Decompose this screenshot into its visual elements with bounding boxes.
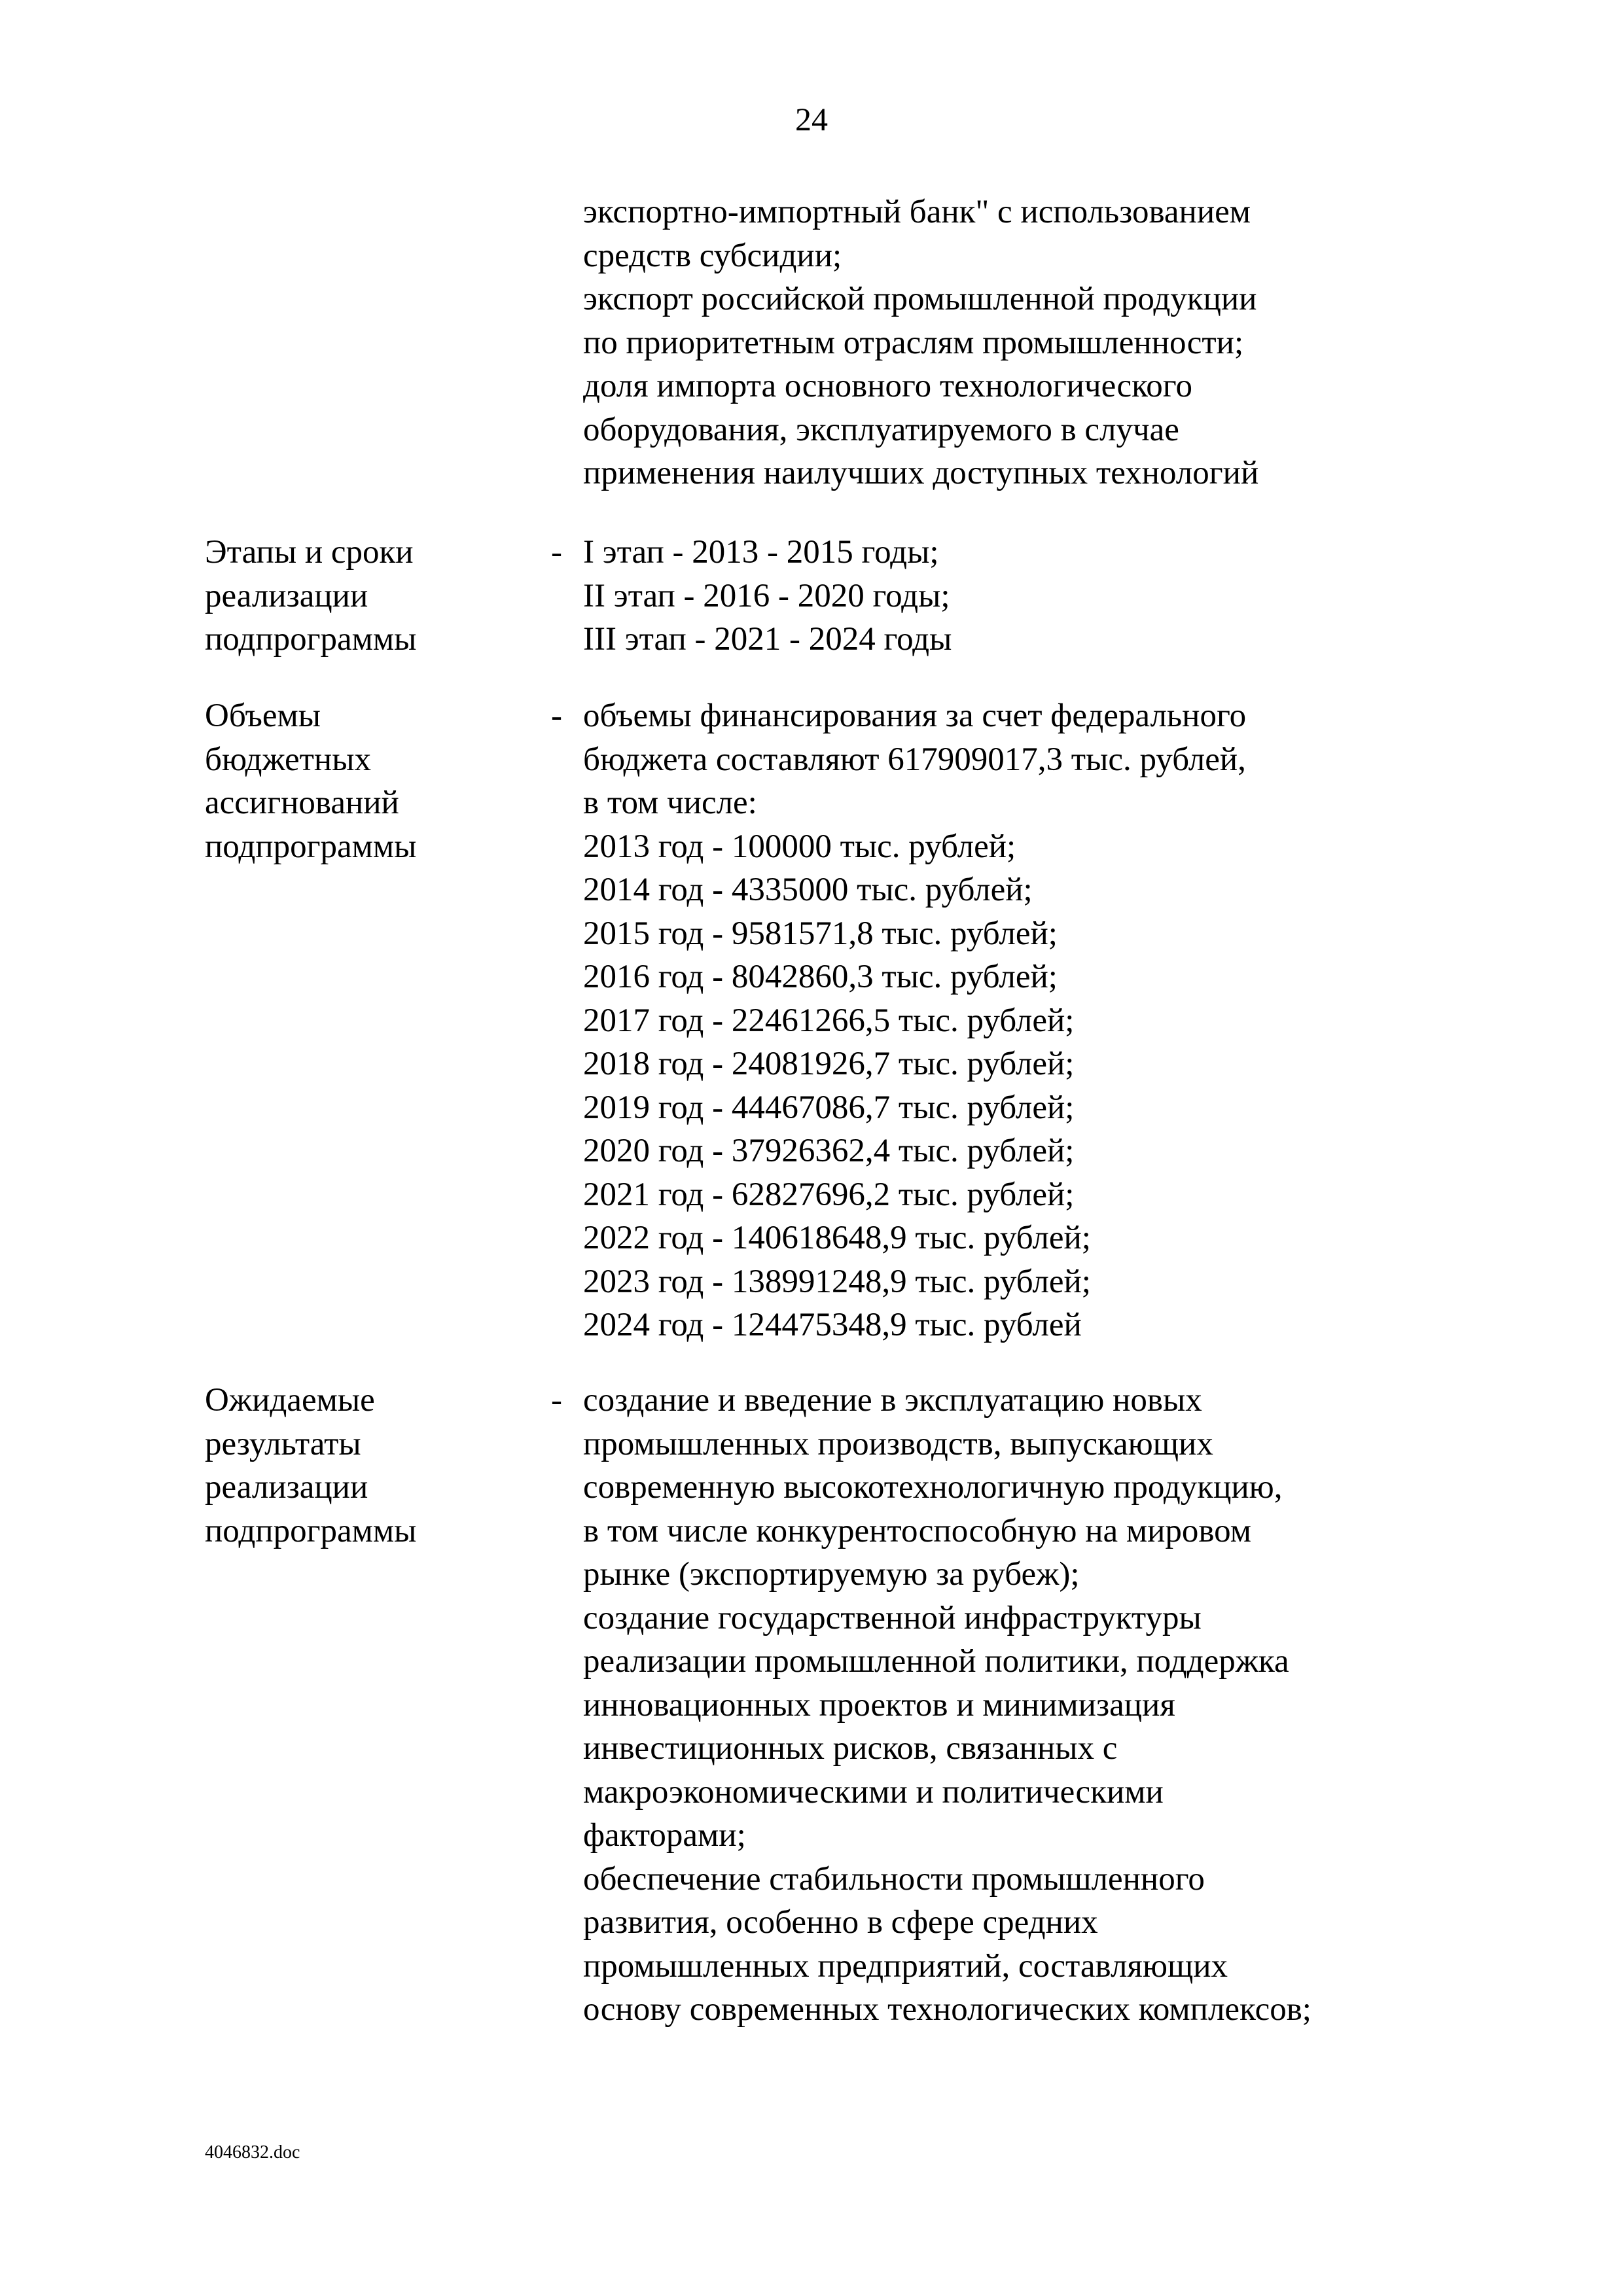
label-line: Этапы и сроки (205, 534, 414, 571)
text-line: факторами; (583, 1817, 746, 1854)
label-line: бюджетных (205, 741, 371, 778)
text-line: инновационных проектов и минимизация (583, 1686, 1175, 1723)
label-line: подпрограммы (205, 828, 417, 865)
text-line: макроэкономическими и политическими (583, 1773, 1164, 1810)
section-stages-label (205, 531, 416, 662)
label-line: Ожидаемые (205, 1382, 375, 1419)
text-line: средств субсидии; (583, 237, 842, 274)
text-line: бюджета составляют 617909017,3 тыс. рублей, (583, 741, 1246, 778)
text-line: промышленных производств, выпускающих (583, 1425, 1213, 1462)
text-line: рынке (экспортируемую за рубеж); (583, 1556, 1080, 1593)
text-line: 2016 год - 8042860,3 тыс. рублей; (583, 959, 1058, 995)
text-line: экспортно-импортный банк" с использованием (583, 194, 1251, 230)
section-results-text (583, 1379, 1311, 2032)
page-number: 24 (795, 101, 828, 137)
text-line: развития, особенно в сфере средних (583, 1904, 1098, 1941)
text-line: по приоритетным отраслям промышленности; (583, 324, 1244, 361)
text-line: 2019 год - 44467086,7 тыс. рублей; (583, 1089, 1075, 1126)
text-line: III этап - 2021 - 2024 годы (583, 621, 952, 658)
text-line: основу современных технологических комплексов; (583, 1991, 1311, 2028)
label-line: подпрограммы (205, 621, 417, 658)
text-line: обеспечение стабильности промышленного (583, 1860, 1205, 1898)
section-stages-text (583, 531, 952, 662)
text-line: 2020 год - 37926362,4 тыс. рублей; (583, 1133, 1075, 1169)
document-filename: 4046832.doc (205, 2142, 300, 2163)
label-line: ассигнований (205, 785, 399, 821)
label-line: результаты (205, 1425, 361, 1462)
section-results-label (205, 1379, 416, 1553)
text-line: создание и введение в эксплуатацию новых (583, 1382, 1202, 1419)
label-line: реализации (205, 577, 368, 614)
text-line: I этап - 2013 - 2015 годы; (583, 534, 939, 571)
text-line: доля импорта основного технологического (583, 368, 1192, 404)
text-line: 2022 год - 140618648,9 тыс. рублей; (583, 1220, 1091, 1256)
text-line: промышленных предприятий, составляющих (583, 1947, 1228, 1985)
text-line: 2018 год - 24081926,7 тыс. рублей; (583, 1046, 1075, 1082)
section-budget-text (583, 694, 1246, 1347)
text-line: реализации промышленной политики, поддержка (583, 1643, 1289, 1680)
label-line: Объемы (205, 698, 321, 734)
section-dash: - (551, 534, 562, 571)
text-line: 2021 год - 62827696,2 тыс. рублей; (583, 1176, 1075, 1213)
section-dash: - (551, 698, 562, 734)
text-line: экспорт российской промышленной продукции (583, 281, 1257, 317)
text-line: инвестиционных рисков, связанных с (583, 1730, 1118, 1767)
text-line: 2023 год - 138991248,9 тыс. рублей; (583, 1263, 1091, 1300)
text-line: объемы финансирования за счет федерального (583, 698, 1247, 734)
section-budget-label (205, 694, 416, 868)
intro-text (583, 190, 1258, 495)
text-line: II этап - 2016 - 2020 годы; (583, 577, 950, 614)
label-line: реализации (205, 1469, 368, 1506)
text-line: 2013 год - 100000 тыс. рублей; (583, 828, 1016, 865)
text-line: в том числе: (583, 785, 757, 821)
text-line: создание государственной инфраструктуры (583, 1599, 1202, 1636)
text-line: в том числе конкурентоспособную на мировом (583, 1512, 1251, 1549)
label-line: подпрограммы (205, 1512, 417, 1549)
text-line: применения наилучших доступных технологий (583, 455, 1259, 491)
text-line: 2024 год - 124475348,9 тыс. рублей (583, 1307, 1082, 1343)
text-line: 2017 год - 22461266,5 тыс. рублей; (583, 1002, 1075, 1039)
text-line: современную высокотехнологичную продукцию, (583, 1469, 1283, 1506)
text-line: 2014 год - 4335000 тыс. рублей; (583, 872, 1033, 908)
text-line: 2015 год - 9581571,8 тыс. рублей; (583, 915, 1058, 952)
section-dash: - (551, 1382, 562, 1419)
text-line: оборудования, эксплуатируемого в случае (583, 411, 1179, 448)
